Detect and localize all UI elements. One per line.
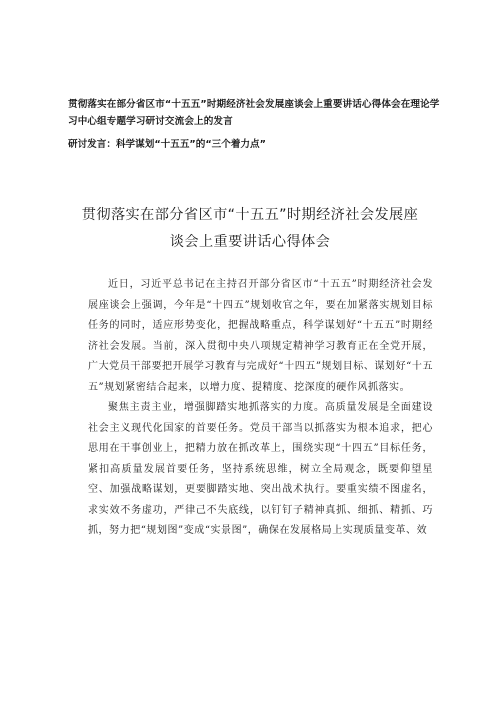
header-title: 贯彻落实在部分省区市“十五五”时期经济社会发展座谈会上重要讲话心得体会在理论学习中心组专题学习研讨交流会上的发言: [68, 99, 440, 127]
article-title-line-1: 贯彻落实在部分省区市“十五五”时期经济社会发展座: [81, 207, 419, 223]
article-title-line-2: 谈会上重要讲话心得体会: [169, 234, 331, 250]
article-title: [60, 202, 440, 256]
document-header: [68, 96, 440, 153]
header-subtitle: 研讨发言：科学谋划“十五五”的“三个着力点”: [68, 139, 266, 150]
paragraph-1: 近日，习近平总书记在主持召开部分省区市“十五五”时期经济社会发展座谈会上强调，今年是“十四五”规划收官之年，要在加紧落实规划目标任务的同时，适应形势变化，把握战略重点，科学谋划好“十五五”时期经济社会发展。当前，深入贯彻中央八项规定精神学习教育正在全党开展，广大党员干部要把开展学习教育与完成好“十四五”规划目标、谋划好“十五五”规划紧密结合起来，以增力度、提精度、挖深度的硬作风抓落实。: [88, 279, 433, 393]
article-body: [88, 275, 433, 542]
paragraph-2: 聚焦主责主业，增强脚踏实地抓落实的力度。高质量发展是全面建设社会主义现代化国家的首要任务。党员干部当以抓落实为根本追求，把心思用在干事创业上，把精力放在抓改革上，围绕实现“十四五”目标任务，紧扣高质量发展首要任务，坚持系统思维，树立全局观念，既要仰望星空、加强战略谋划，更要脚踏实地、突出战术执行。要重实绩不图虚名，求实效不务虚功，严律己不失底线，以钉钉子精神真抓、细抓、精抓、巧抓，努力把“规划图”变成“实景图”，确保在发展格局上实现质量变革、效: [88, 402, 433, 536]
